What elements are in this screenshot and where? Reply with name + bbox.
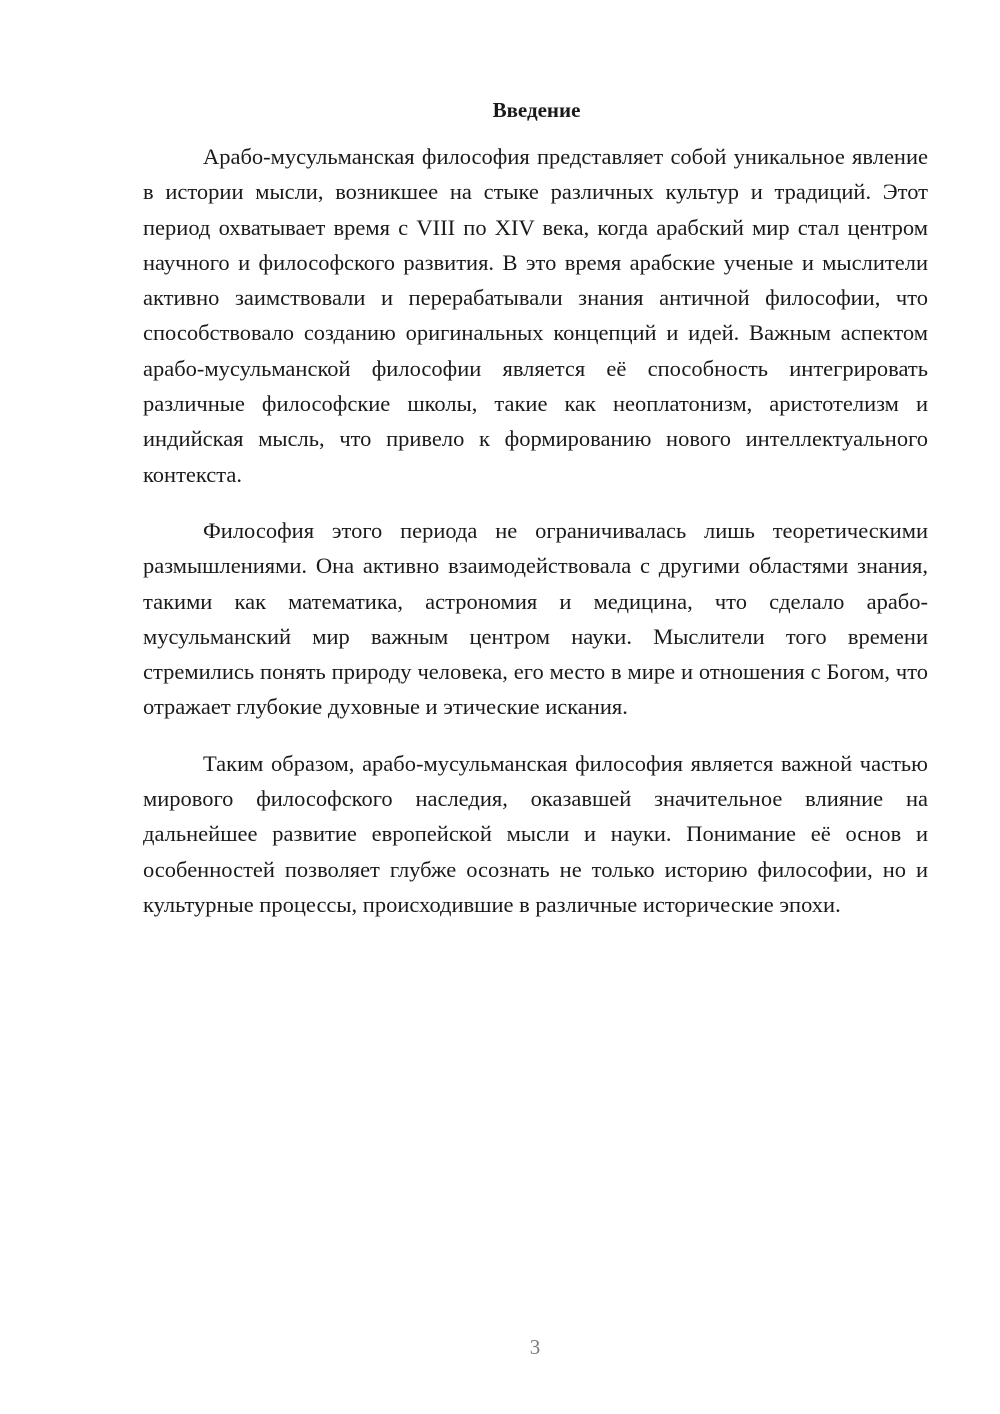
document-body bbox=[143, 95, 928, 943]
paragraph-1: Арабо-мусульманская философия представляет собой уникальное явление в истории мысли, возникшее на стыке различных культур и традиций. Этот период охватывает время с VIII по XIV века, когда арабский мир стал центром научного и философского развития. В это время арабские ученые и мыслители активно заимствовали и перерабатывали знания античной философии, что способствовало созданию оригинальных концепций и идей. Важным аспектом арабо-мусульманской философии является её способность интегрировать различные философские школы, такие как неоплатонизм, аристотелизм и индийская мысль, что привело к формированию нового интеллектуального контекста. bbox=[143, 144, 928, 487]
paragraph-3: Таким образом, арабо-мусульманская философия является важной частью мирового философского наследия, оказавшей значительное влияние на дальнейшее развитие европейской мысли и науки. Понимание её основ и особенностей позволяет глубже осознать не только историю философии, но и культурные процессы, происходившие в различные исторические эпохи. bbox=[143, 750, 928, 917]
page-number: 3 bbox=[529, 1335, 541, 1359]
section-heading: Введение bbox=[492, 98, 581, 122]
paragraph-2: Философия этого периода не ограничивалась лишь теоретическими размышлениями. Она активно взаимодействовала с другими областями знания, такими как математика, астрономия и медицина, что сделало арабо-мусульманский мир важным центром науки. Мыслители того времени стремились понять природу человека, его место в мире и отношения с Богом, что отражает глубокие духовные и этические искания. bbox=[143, 517, 928, 720]
